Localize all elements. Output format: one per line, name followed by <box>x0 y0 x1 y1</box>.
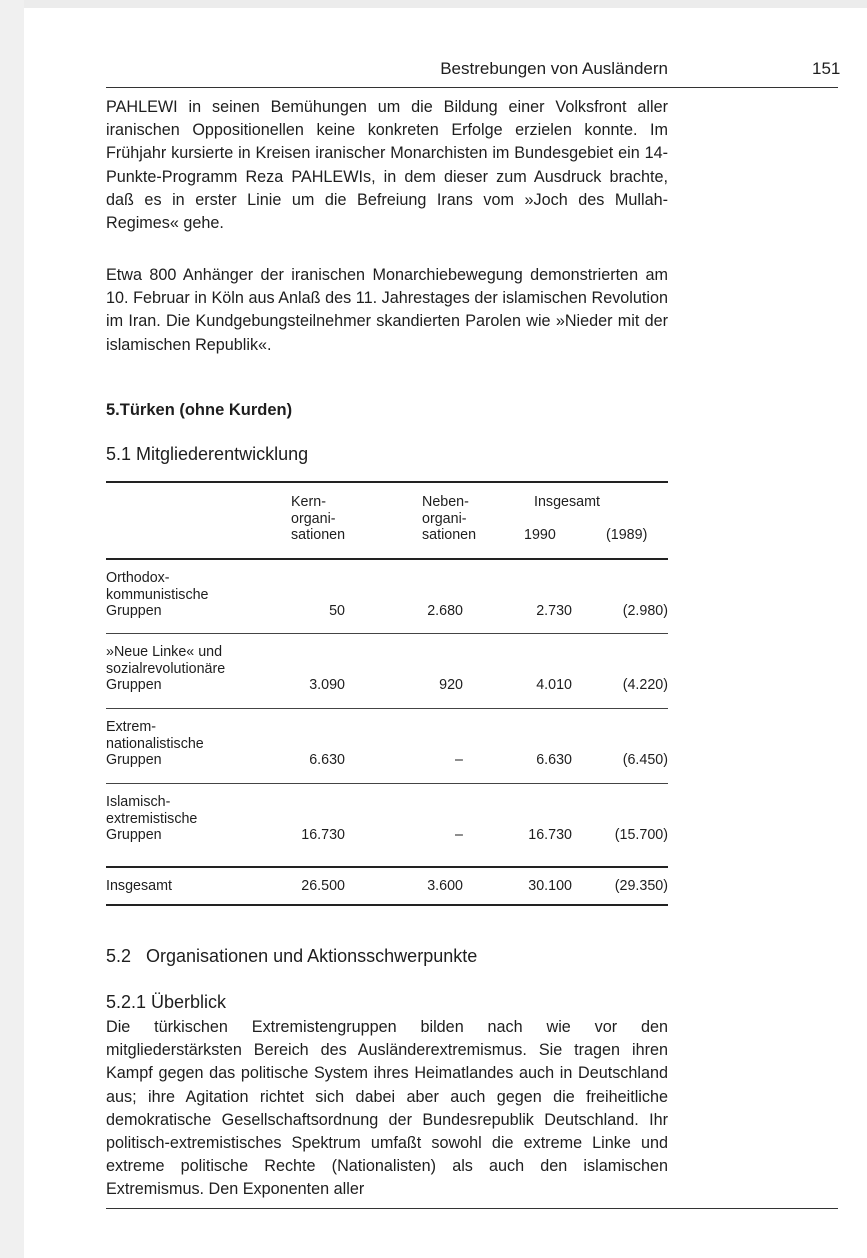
cell-total: 2.730 <box>536 603 572 619</box>
header-rule <box>106 558 668 560</box>
header-neben-line: sationen <box>422 527 477 543</box>
cell-kern: 50 <box>329 603 345 619</box>
header-kern-line: sationen <box>291 527 346 543</box>
intro-paragraph-1: PAHLEWI in seinen Bemühungen um die Bildung einer Volksfront aller iranischen Oppositionellen keine konkreten Erfolge erzielen konnte. Im Frühjahr kursierte in Kreisen iranischer Monarchisten im Bundesgebiet ein 14-Punkte-Programm Reza PAHLEWIs, in dem dieser zum Ausdruck brachte, daß es in erster Linie um die Befreiung Irans vom »Joch des Mullah-Regimes« gehe. <box>106 98 668 233</box>
cell-total: 16.730 <box>528 827 572 843</box>
header-neben <box>422 494 476 544</box>
row-label-neue-linke <box>106 644 276 694</box>
cell-kern: 3.090 <box>309 677 345 693</box>
cell-neben: 2.680 <box>427 603 463 619</box>
cell-neben: – <box>455 827 463 843</box>
page-number: 151 <box>812 59 841 78</box>
cell-prev: (4.220) <box>622 677 668 693</box>
section-5-1-title: 5.1 Mitgliederentwicklung <box>106 444 309 464</box>
cell-total: 4.010 <box>536 677 572 693</box>
overview-paragraph: Die türkischen Extremistengruppen bilden nach wie vor den mitgliederstärksten Bereich des Ausländerextremismus. Sie tragen ihren Kampf gegen das politische System ihres Heimatlandes auch in Deutschland aus; ihre Agitation richtet sich dabei aber auch gegen die freiheitliche demokratische Gesellschaftsordnung der Bundesrepublik Deutschland. Ihr politisch-extremistisches Spektrum umfaßt sowohl die extreme Linke und extreme politische Rechte (Nationalisten) als auch den islamischen Extremismus. Den Exponenten aller <box>106 1018 668 1199</box>
row-label-line: kommunistische <box>106 586 209 603</box>
row-label-line: »Neue Linke« und <box>106 644 223 660</box>
cell-prev: (6.450) <box>622 752 668 768</box>
section-5-2-title: 5.2 Organisationen und Aktionsschwerpunkte <box>106 946 478 966</box>
row-label-line: Islamisch- <box>106 794 171 810</box>
scan-edge-left <box>0 0 24 1258</box>
row-label-line: Gruppen <box>106 677 162 693</box>
row-label-line: Orthodox- <box>106 570 170 586</box>
cell-neben: 920 <box>439 677 463 693</box>
document-page <box>106 0 866 1258</box>
header-kern <box>291 494 345 544</box>
cell-kern: 6.630 <box>309 752 345 768</box>
row-label-line: nationalistische <box>106 735 204 752</box>
header-rule <box>106 87 838 88</box>
cell-neben: – <box>455 752 463 768</box>
cell-total: 6.630 <box>536 752 572 768</box>
footer-rule <box>106 1208 838 1209</box>
header-neben-line: organi- <box>422 510 467 527</box>
cell-kern: 16.730 <box>301 827 345 843</box>
row-label-line: Gruppen <box>106 827 162 843</box>
row-label-line: Gruppen <box>106 603 162 619</box>
header-kern-line: Kern- <box>291 494 326 510</box>
total-row-label: Insgesamt <box>106 878 172 894</box>
header-insgesamt: Insgesamt <box>534 494 600 510</box>
cell-prev: (2.980) <box>622 603 668 619</box>
cell-prev: (15.700) <box>614 827 668 843</box>
header-kern-line: organi- <box>291 510 336 527</box>
row-label-line: sozialrevolutionäre <box>106 660 226 677</box>
total-total: 30.100 <box>528 878 572 894</box>
row-label-line: Gruppen <box>106 752 162 768</box>
row-rule <box>106 783 668 784</box>
table-bottom-rule <box>106 904 668 906</box>
header-year-1990: 1990 <box>524 527 556 543</box>
header-year-1989: (1989) <box>606 527 648 543</box>
intro-paragraph-2: Etwa 800 Anhänger der iranischen Monarchiebewegung demonstrierten am 10. Februar in Köln aus Anlaß des 11. Jahrestages der islamischen Revolution im Iran. Die Kundgebungsteilnehmer skandierten Parolen wie »Nieder mit der islamischen Republik«. <box>106 266 668 354</box>
section-5-2-1-title: 5.2.1 Überblick <box>106 992 227 1012</box>
row-label-line: extremistische <box>106 810 198 827</box>
total-rule <box>106 866 668 868</box>
row-label-nationalistisch <box>106 719 276 769</box>
row-rule <box>106 708 668 709</box>
total-neben: 3.600 <box>427 878 463 894</box>
total-prev: (29.350) <box>614 878 668 894</box>
row-label-islamisch <box>106 794 276 844</box>
row-label-line: Extrem- <box>106 719 157 735</box>
running-title: Bestrebungen von Ausländern <box>440 59 668 78</box>
row-label-orthodox <box>106 570 276 620</box>
row-rule <box>106 633 668 634</box>
section-5-title: 5.Türken (ohne Kurden) <box>106 401 293 419</box>
total-kern: 26.500 <box>301 878 345 894</box>
header-neben-line: Neben- <box>422 494 469 510</box>
table-top-rule <box>106 481 668 483</box>
